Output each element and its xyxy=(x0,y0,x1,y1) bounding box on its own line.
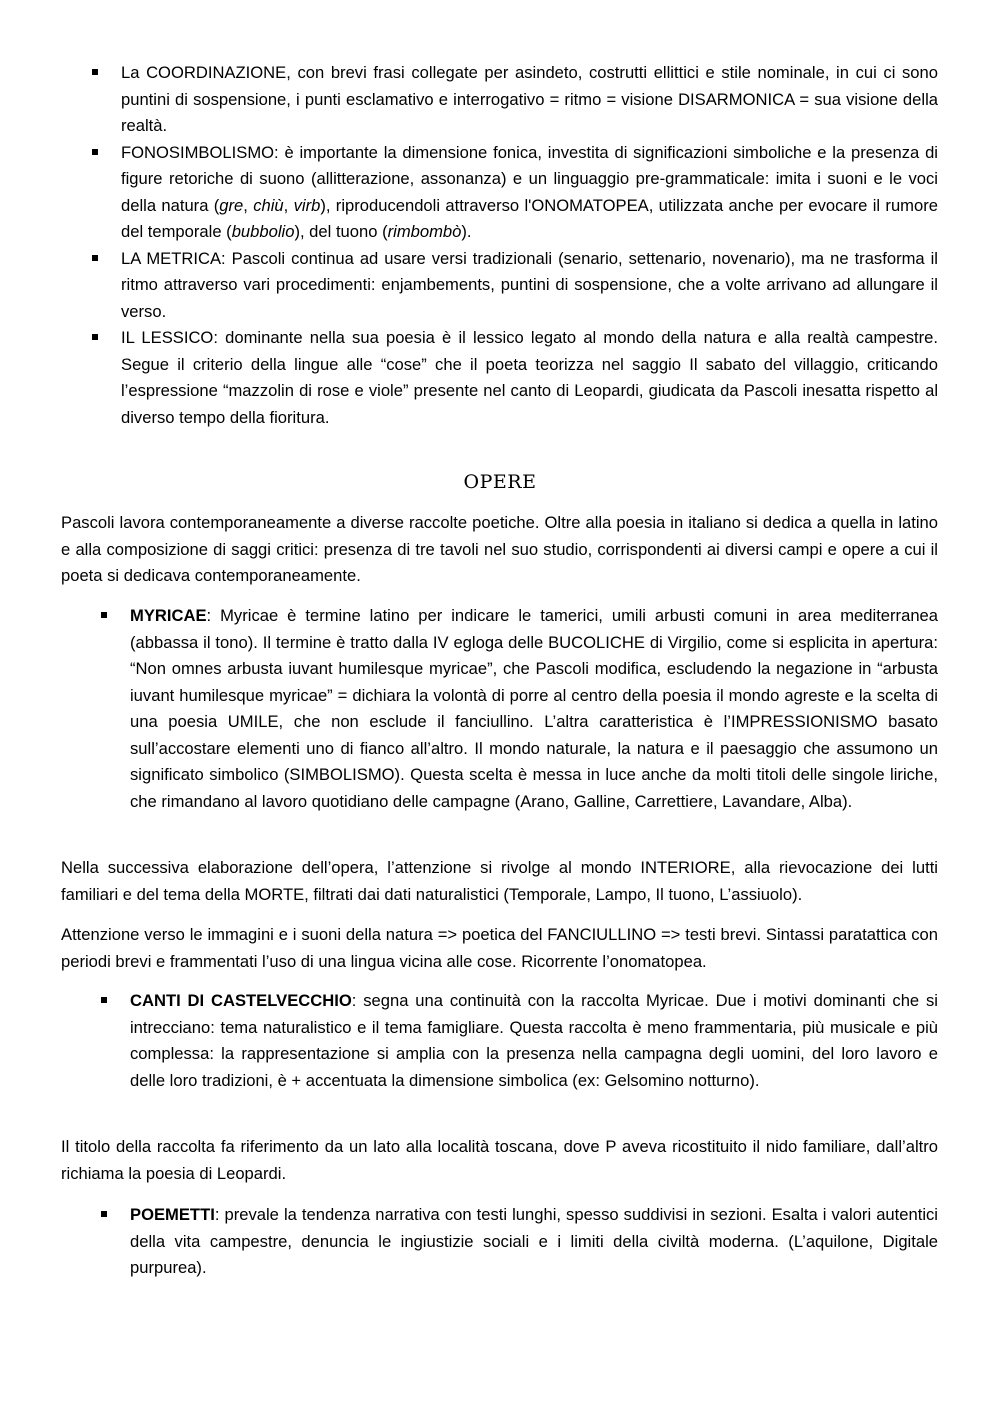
square-bullet-icon xyxy=(92,255,98,261)
list-item-poemetti: POEMETTI: prevale la tendenza narrativa con testi lunghi, spesso suddivisi in sezioni. Esalta i valori autentici della vita campestre, denuncia le ingiustizie sociali e i limiti della civiltà moderna. (L’aquilone, Digitale purpurea). xyxy=(101,1202,938,1282)
square-bullet-icon xyxy=(101,997,107,1003)
paragraph-titolo-raccolta: Il titolo della raccolta fa riferimento da un lato alla località toscana, dove P aveva ricostituito il nido familiare, dall’altro richiama la poesia di Leopardi. xyxy=(61,1137,938,1183)
square-bullet-icon xyxy=(101,1211,107,1217)
paragraph-intro: Pascoli lavora contemporaneamente a diverse raccolte poetiche. Oltre alla poesia in italiano si dedica a quella in latino e alla composizione di saggi critici: presenza di tre tavoli nel suo studio, corrispondenti ai diversi campi e opere a cui il poeta si dedicava contemporaneamente. xyxy=(61,513,938,585)
section-heading: OPERE xyxy=(463,471,537,493)
square-bullet-icon xyxy=(101,612,107,618)
paragraph-interiore: Nella successiva elaborazione dell’opera, l’attenzione si rivolge al mondo INTERIORE, alla rievocazione dei lutti familiari e del tema della MORTE, filtrati dai dati naturalistici (Temporale, Lampo, Il tuono, L’assiuolo). xyxy=(61,858,938,904)
list-item-canti-di-castelvecchio: CANTI DI CASTELVECCHIO: segna una continuità con la raccolta Myricae. Due i motivi dominanti che si intrecciano: tema naturalistico e il tema famigliare. Questa raccolta è meno frammentaria, più musicale e più complessa: la rappresentazione si amplia con la presenza nella campagna degli uomini, del loro lavoro e delle loro tradizioni, è + accentuata la dimensione simbolica (ex: Gelsomino notturno). xyxy=(101,988,938,1094)
list-item-fonosimbolismo: FONOSIMBOLISMO: è importante la dimensione fonica, investita di significazioni simboliche e la presenza di figure retoriche di suono (allitterazione, assonanza) e un linguaggio pre-grammaticale: imita i suoni e le voci della natura (gre, chiù, virb), riproducendoli attraverso l'ONOMATOPEA, utilizzata anche per evocare il rumore del temporale (bubbolio), del tuono (rimbombò). xyxy=(92,140,938,246)
canti-list xyxy=(101,988,938,1094)
list-item-lessico: IL LESSICO: dominante nella sua poesia è il lessico legato al mondo della natura e alla realtà campestre. Segue il criterio della lingue alle “cose” che il poeta teorizza nel saggio Il sabato del villaggio, criticando l’espressione “mazzolin di rose e viole” presente nel canto di Leopardi, giudicata da Pascoli inesatta rispetto al diverso tempo della fioritura. xyxy=(92,325,938,431)
stylistic-features-list xyxy=(92,60,938,431)
poemetti-list xyxy=(101,1202,938,1282)
list-item-coordinazione: La COORDINAZIONE, con brevi frasi collegate per asindeto, costrutti ellittici e stile nominale, in cui ci sono puntini di sospensione, i punti esclamativo e interrogativo = ritmo = visione DISARMONICA = sua visione della realtà. xyxy=(92,60,938,140)
list-item-metrica: LA METRICA: Pascoli continua ad usare versi tradizionali (senario, settenario, novenario), ma ne trasforma il ritmo attraverso vari procedimenti: enjambements, puntini di sospensione, che a volte arrivano ad allungare il verso. xyxy=(92,246,938,326)
square-bullet-icon xyxy=(92,149,98,155)
myricae-list xyxy=(101,603,938,815)
square-bullet-icon xyxy=(92,69,98,75)
square-bullet-icon xyxy=(92,334,98,340)
paragraph-fanciullino: Attenzione verso le immagini e i suoni della natura => poetica del FANCIULLINO => testi brevi. Sintassi paratattica con periodi brevi e frammentati l’uso di una lingua vicina alle cose. Ricorrente l’onomatopea. xyxy=(61,925,938,971)
list-item-myricae: MYRICAE: Myricae è termine latino per indicare le tamerici, umili arbusti comuni in area mediterranea (abbassa il tono). Il termine è tratto dalla IV egloga delle BUCOLICHE di Virgilio, come si esplicita in apertura: “Non omnes arbusta iuvant humilesque myricae”, che Pascoli modifica, escludendo la negazione in “arbusta iuvant humilesque myricae” = dichiara la volontà di porre al centro della poesia il mondo agreste e la scelta di una poesia UMILE, che non esclude il fanciullino. L’altra caratteristica è l’IMPRESSIONISMO basato sull’accostare elementi uno di fianco all’altro. Il mondo naturale, la natura e il paesaggio che assumono un significato simbolico (SIMBOLISMO). Questa scelta è messa in luce anche da molti titoli delle singole liriche, che rimandano al lavoro quotidiano delle campagne (Arano, Galline, Carrettiere, Lavandare, Alba). xyxy=(101,603,938,815)
